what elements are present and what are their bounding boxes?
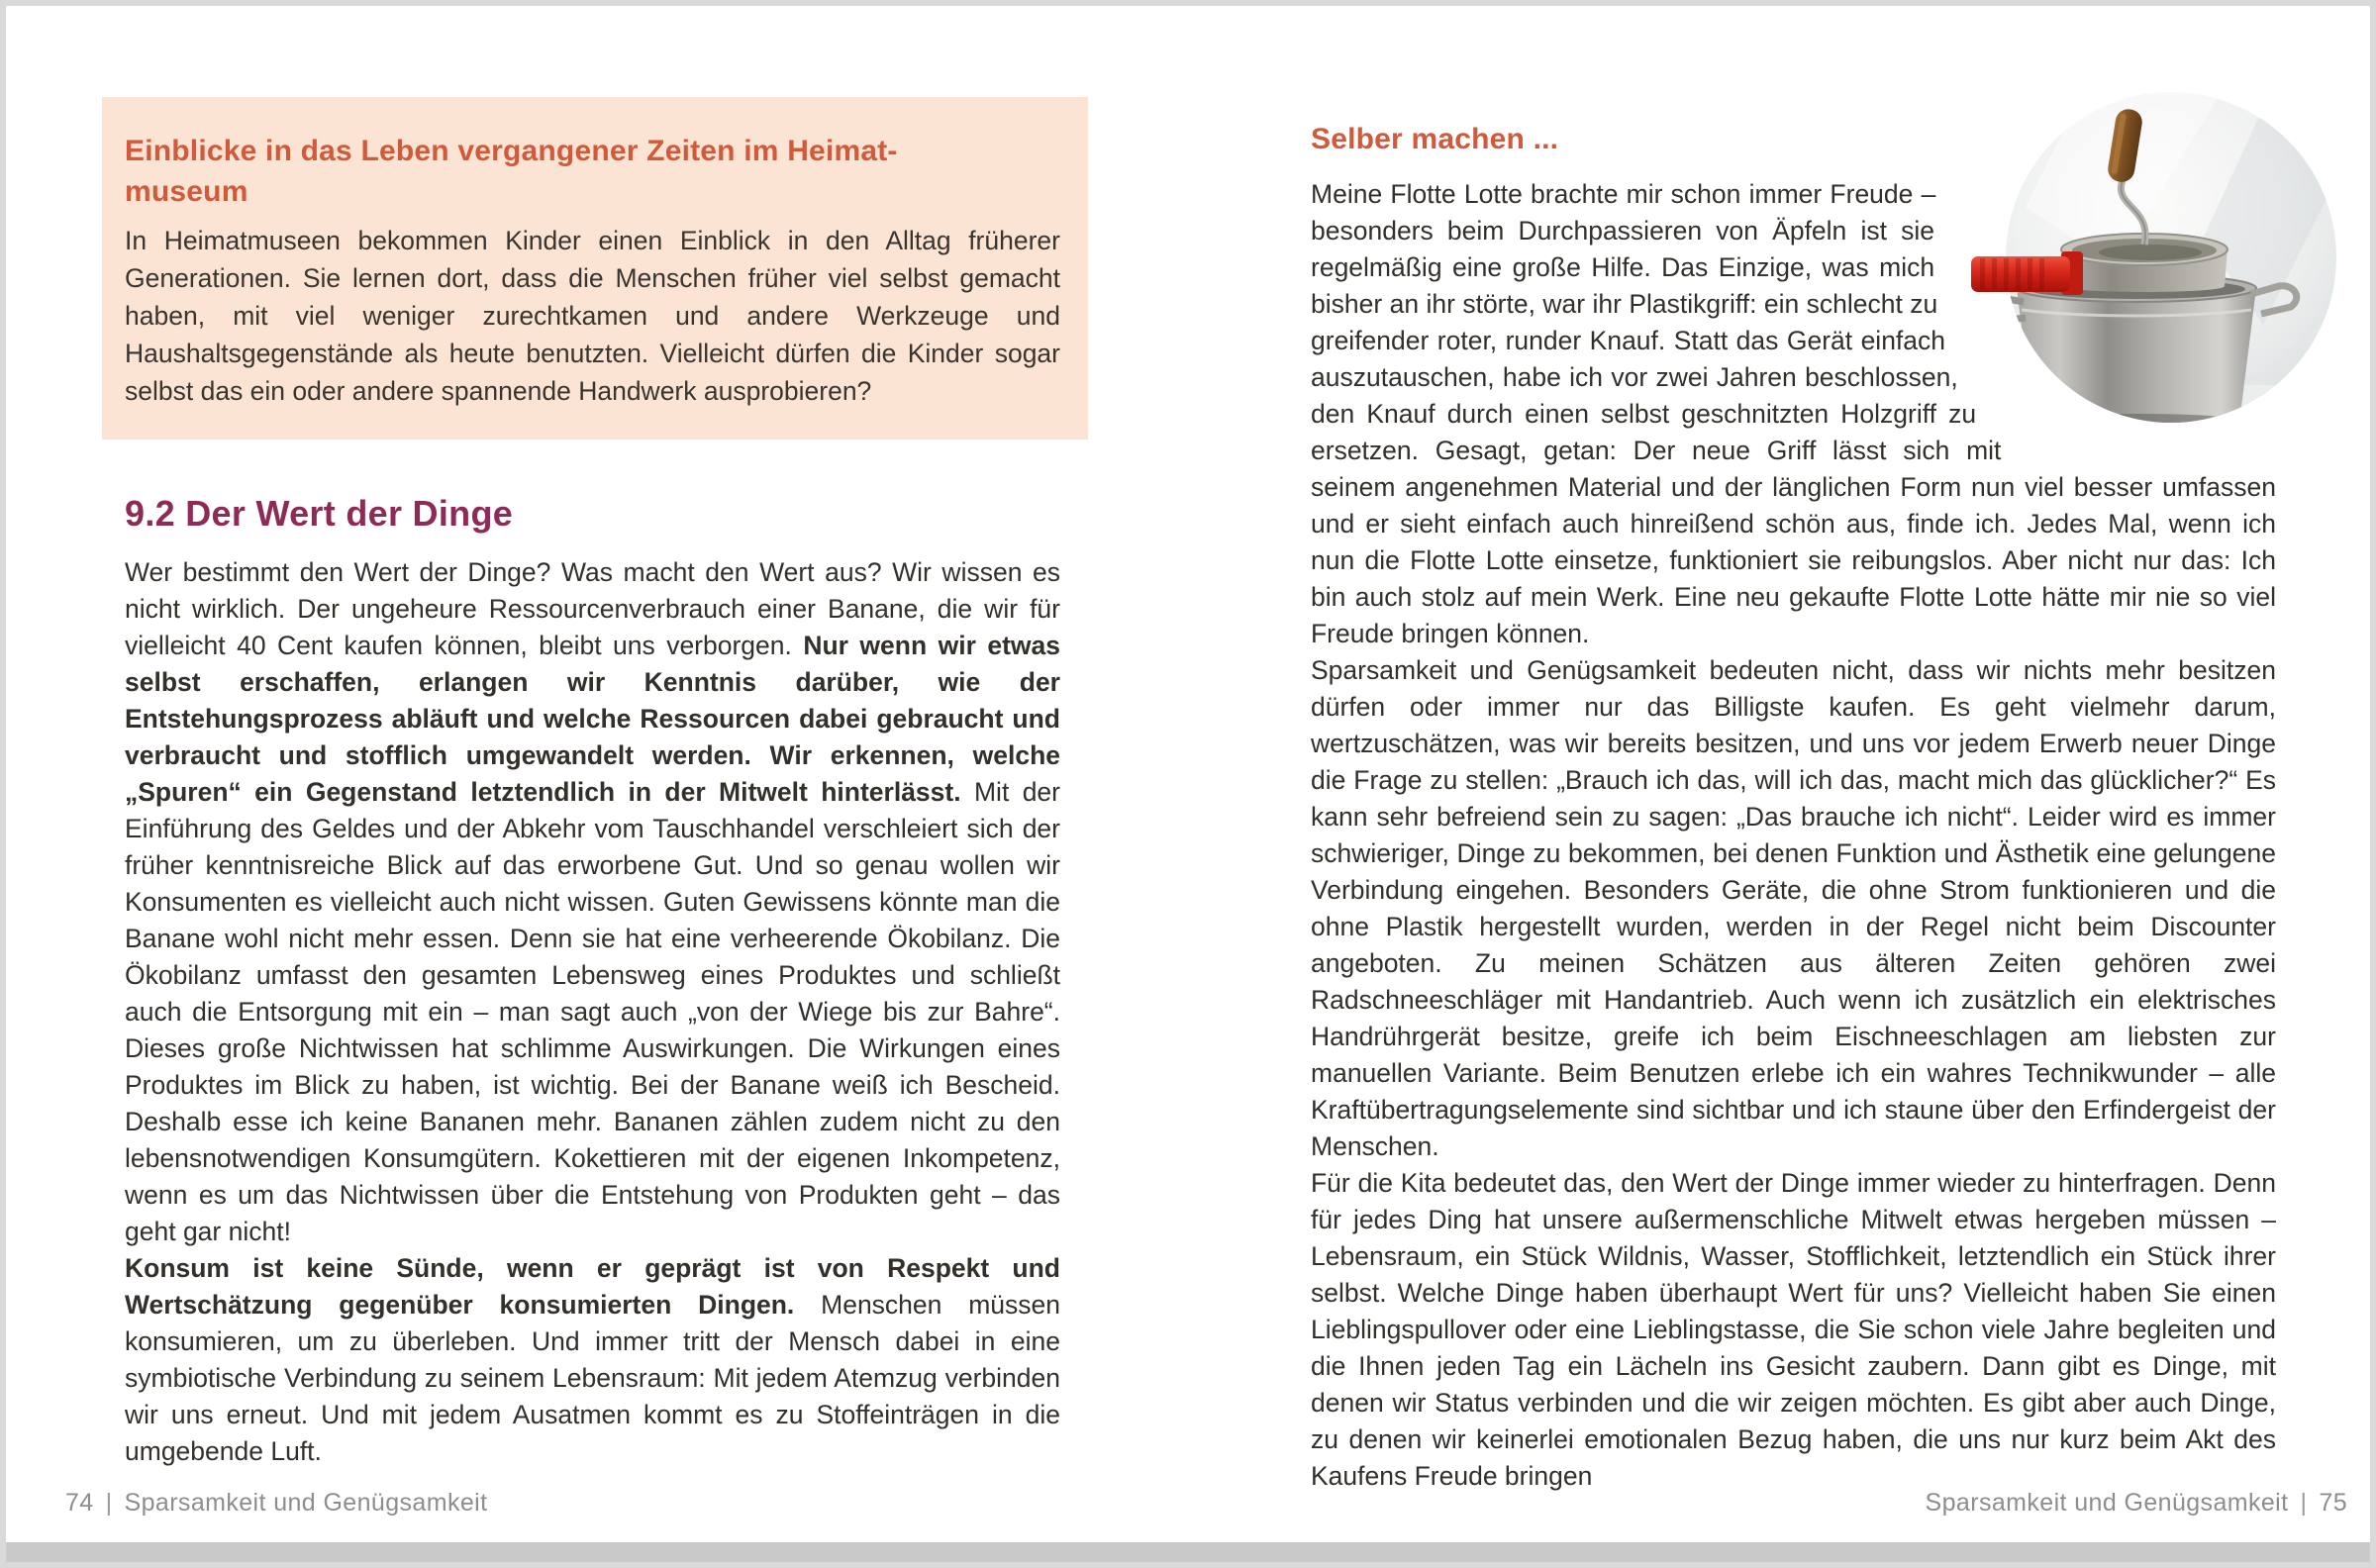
left-body-text (125, 554, 1060, 1470)
page-number: 75 (2319, 1489, 2347, 1517)
text-segment: Meine Flotte Lotte brachte mir schon immer Freude – besonders beim Durchpassieren von Äpfeln ist sie regelmäßig eine große Hilfe. Das Einzige, was mich bisher an ihr störte, war ihr Plastikgriff: ein schlecht zu greifender roter, runder Knauf. Statt das Gerät einfach auszutauschen, habe ich vor zwei Jahren beschlossen, den Knauf durch einen selbst geschnitzten Holzgriff zu ersetzen. Gesagt, getan: Der neue Griff lässt sich mit seinem angenehmen Material und der länglichen Form nun viel besser umfassen und er sieht einfach auch hinreißend schön aus, finde ich. Jedes Mal, wenn ich nun die Flotte Lotte einsetze, funktioniert sie reibungslos. Aber nicht nur das: Ich bin auch stolz auf mein Werk. Eine neu gekaufte Flotte Lotte hätte mir nie so viel Freude bringen können. (1311, 179, 2276, 648)
footer-separator: | (2300, 1489, 2308, 1517)
info-box-body: In Heimatmuseen bekommen Kinder einen Einblick in den Alltag früherer Generationen. Sie lernen dort, dass die Menschen früher viel selbst gemacht haben, mit viel weniger zurechtkamen und andere Werkzeuge und Haushaltsgegenstände als heute benutzten. Vielleicht dürfen die Kinder sogar selbst das ein oder andere spannende Handwerk ausprobieren? (125, 226, 1060, 406)
page-number: 74 (65, 1489, 94, 1517)
paragraph (1311, 1165, 2276, 1495)
info-box-title-line1: Einblicke in das Leben vergangener Zeiten im Heimat- (125, 135, 898, 167)
right-page-content (1311, 123, 2276, 1495)
text-segment: Mit der Einführung des Geldes und der Abkehr vom Tauschhandel verschleiert sich der früher kenntnisreiche Blick auf das erworbene Gut. Und so genau wollen wir Konsumenten es vielleicht auch nicht wissen. Guten Gewissens könnte man die Banane wohl nicht mehr essen. Denn sie hat eine verheerende Ökobilanz. Die Ökobilanz umfasst den gesamten Lebensweg eines Produktes und schließt auch die Entsorgung mit ein – man sagt auch „von der Wiege bis zur Bahre“. Dieses große Nichtwissen hat schlimme Auswirkungen. Die Wirkungen eines Produktes im Blick zu haben, ist wichtig. Bei der Banane weiß ich Bescheid. Deshalb esse ich keine Bananen mehr. Bananen zählen zudem nicht zu den lebensnotwendigen Konsumgütern. Kokettieren mit der eigenen Inkompetenz, wenn es um das Nichtwissen über die Entstehung von Produkten geht – das geht gar nicht! (125, 777, 1060, 1246)
info-box-title-line2: museum (125, 175, 248, 208)
footer-separator: | (105, 1489, 113, 1517)
text-segment: Wer bestimmt den Wert der Dinge? Was macht den Wert aus? Wir wissen es nicht wirklich. Der ungeheure Ressourcenverbrauch einer Banane, die wir für vielleicht 40 Cent kaufen können, bleibt uns verborgen. (125, 557, 1060, 660)
paragraph (1311, 652, 2276, 1165)
section-heading: 9.2 Der Wert der Dinge (125, 493, 514, 534)
info-box-title (125, 131, 1060, 212)
right-page-heading: Selber machen ... (1311, 123, 1559, 155)
text-segment: Menschen müssen konsumieren, um zu überleben. Und immer tritt der Mensch dabei in eine symbiotische Verbindung zu seinem Lebensraum: Mit jedem Atemzug verbinden wir uns erneut. Und mit jedem Ausatmen kommt es zu Stoffeinträgen in die umgebende Luft. (125, 1290, 1060, 1466)
footer-right (1311, 1489, 2347, 1518)
bold-text-segment: Nur wenn wir etwas selbst erschaffen, erlangen wir Kenntnis darüber, wie der Entstehungsprozess abläuft und welche Ressourcen dabei gebraucht und verbraucht und stofflich umgewandelt werden. Wir erkennen, welche „Spuren“ ein Gegenstand letztendlich in der Mitwelt hinterlässt. (125, 631, 1061, 807)
text-segment: Für die Kita bedeutet das, den Wert der Dinge immer wieder zu hinterfragen. Denn für jedes Ding hat unsere außermenschliche Mitwelt etwas hergeben müssen – Lebensraum, ein Stück Wildnis, Wasser, Stofflichkeit, letztendlich ein Stück ihrer selbst. Welche Dinge haben überhaupt Wert für uns? Vielleicht haben Sie einen Lieblingspullover oder eine Lieblingstasse, die Sie schon viele Jahre begleiten und die Ihnen jeden Tag ein Lächeln ins Gesicht zaubern. Dann gibt es Dinge, mit denen wir Status verbinden und die wir zeigen möchten. Es gibt aber auch Dinge, zu denen wir keinerlei emotionalen Bezug haben, die uns nur kurz beim Akt des Kaufens Freude bringen (1311, 1168, 2276, 1491)
paragraph (125, 1250, 1060, 1470)
bold-text-segment: Konsum ist keine Sünde, wenn er geprägt ist von Respekt und Wertschätzung gegenüber konsumierten Dingen. (125, 1253, 1060, 1320)
running-title: Sparsamkeit und Genügsamkeit (124, 1489, 488, 1517)
info-box (102, 97, 1088, 440)
paragraph (125, 554, 1060, 1250)
text-segment: Sparsamkeit und Genügsamkeit bedeuten nicht, dass wir nichts mehr besitzen dürfen oder immer nur das Billigste kaufen. Es geht vielmehr darum, wertzuschätzen, was wir bereits besitzen, und uns vor jedem Erwerb neuer Dinge die Frage zu stellen: „Brauch ich das, will ich das, macht mich das glücklicher?“ Es kann sehr befreiend sein zu sagen: „Das brauche ich nicht“. Leider wird es immer schwieriger, Dinge zu bekommen, bei denen Funktion und Ästhetik eine gelungene Verbindung eingehen. Besonders Geräte, die ohne Strom funktionieren und die ohne Plastik hergestellt wurden, werden in der Regel nicht beim Discounter angeboten. Zu meinen Schätzen aus älteren Zeiten gehören zwei Radschneeschläger mit Handantrieb. Auch wenn ich zusätzlich ein elektrisches Handrührgerät besitze, greife ich beim Eischneeschlagen am liebsten zur manuellen Variante. Beim Benutzen erlebe ich ein wahres Technikwunder – alle Kraftübertragungselemente sind sichtbar und ich staune über den Erfindergeist der Menschen. (1311, 655, 2276, 1161)
left-page-content (125, 97, 1060, 1470)
page-bottom-edge (6, 1542, 2370, 1562)
running-title: Sparsamkeit und Genügsamkeit (1925, 1489, 2289, 1517)
footer-left (65, 1489, 487, 1518)
